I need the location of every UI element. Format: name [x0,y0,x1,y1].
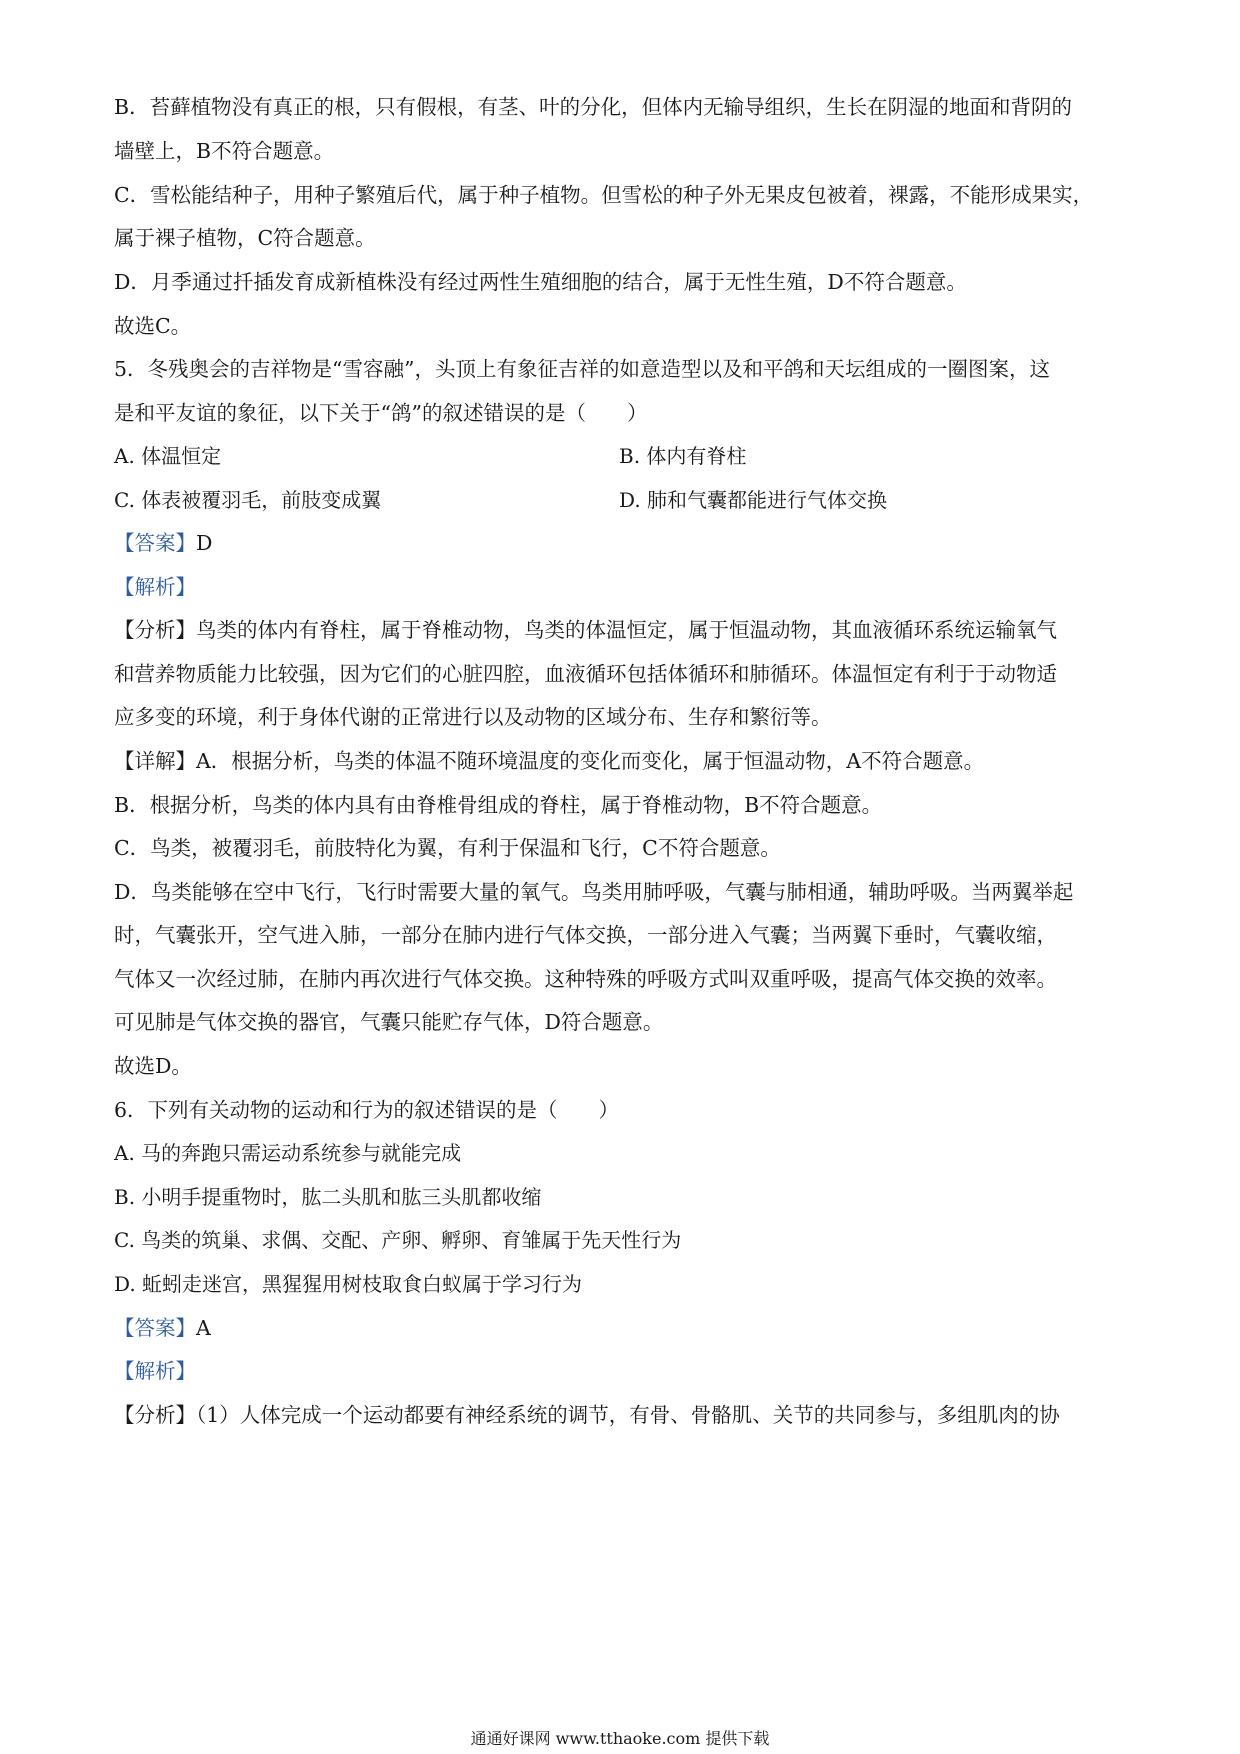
q5-detail-d-line2: 时，气囊张开，空气进入肺，一部分在肺内进行气体交换，一部分进入气囊；当两翼下垂时，气囊收缩， [114,923,1057,947]
answer-value: A [196,1316,211,1340]
q6-option-d: D. 蚯蚓走迷宫，黑猩猩用树枝取食白蚁属于学习行为 [114,1272,583,1296]
q6-answer [114,1313,211,1343]
q6-analysis-heading: 【解析】 [114,1359,196,1383]
q6-option-b: B. 小明手提重物时，肱二头肌和肱三头肌都收缩 [114,1185,542,1209]
q4-option-b-explanation-line2: 墙壁上，B不符合题意。 [114,139,335,163]
q5-stem-line1: 5．冬残奥会的吉祥物是“雪容融”，头顶上有象征吉祥的如意造型以及和平鸽和天坛组成的一圈图案，这 [114,357,1051,381]
q4-option-b-explanation-line1: B．苔藓植物没有真正的根，只有假根，有茎、叶的分化，但体内无输导组织，生长在阴湿的地面和背阴的 [114,95,1073,119]
q6-stem: 6．下列有关动物的运动和行为的叙述错误的是（ ） [114,1098,620,1122]
q4-option-c-explanation-line1: C．雪松能结种子，用种子繁殖后代，属于种子植物。但雪松的种子外无果皮包被着，裸露，不能形成果实， [114,183,1094,207]
q5-analysis-heading: 【解析】 [114,575,196,599]
answer-value: D [196,531,213,555]
q4-conclusion: 故选C。 [114,314,192,338]
q4-option-d-explanation: D．月季通过扦插发育成新植株没有经过两性生殖细胞的结合，属于无性生殖，D不符合题意。 [114,270,967,294]
q5-fenxi-line2: 和营养物质能力比较强，因为它们的心脏四腔，血液循环包括体循环和肺循环。体温恒定有利于于动物适 [114,662,1057,686]
q5-conclusion: 故选D。 [114,1054,192,1078]
q5-fenxi-line3: 应多变的环境，利于身体代谢的正常进行以及动物的区域分布、生存和繁衍等。 [114,705,832,729]
detail-text: A．根据分析，鸟类的体温不随环境温度的变化而变化，属于恒温动物，A不符合题意。 [196,749,985,773]
q5-option-d: D. 肺和气囊都能进行气体交换 [619,488,888,512]
q5-detail-c: C．鸟类，被覆羽毛，前肢特化为翼，有利于保温和飞行，C不符合题意。 [114,836,781,860]
q5-option-a: A. 体温恒定 [114,444,222,468]
q5-detail-d-line3: 气体又一次经过肺，在肺内再次进行气体交换。这种特殊的呼吸方式叫双重呼吸，提高气体交换的效率。 [114,967,1057,991]
fenxi-tag: 【分析】 [114,618,196,642]
q6-option-a: A. 马的奔跑只需运动系统参与就能完成 [114,1141,462,1165]
q6-fenxi-line1 [114,1400,1060,1430]
q5-option-c: C. 体表被覆羽毛，前肢变成翼 [114,488,382,512]
fenxi-text: （1）人体完成一个运动都要有神经系统的调节，有骨、骨骼肌、关节的共同参与，多组肌肉的协 [196,1403,1060,1427]
q4-option-c-explanation-line2: 属于裸子植物，C符合题意。 [114,226,376,250]
fenxi-text: 鸟类的体内有脊柱，属于脊椎动物，鸟类的体温恒定，属于恒温动物，其血液循环系统运输氧气 [196,618,1057,642]
detail-tag: 【详解】 [114,749,196,773]
q5-detail-a [114,746,984,776]
q5-stem-line2: 是和平友谊的象征，以下关于“鸽”的叙述错误的是（ ） [114,401,648,425]
q5-detail-b: B．根据分析，鸟类的体内具有由脊椎骨组成的脊柱，属于脊椎动物，B不符合题意。 [114,793,883,817]
q5-fenxi-line1 [114,615,1057,645]
fenxi-tag: 【分析】 [114,1403,196,1427]
page-footer: 通通好课网 www.tthaoke.com 提供下载 [470,1729,770,1748]
answer-tag: 【答案】 [114,1316,196,1340]
q5-answer [114,528,212,558]
answer-tag: 【答案】 [114,531,196,555]
q5-detail-d-line1: D．鸟类能够在空中飞行，飞行时需要大量的氧气。鸟类用肺呼吸，气囊与肺相通，辅助呼吸。当两翼举起 [114,880,1074,904]
q5-detail-d-line4: 可见肺是气体交换的器官，气囊只能贮存气体，D符合题意。 [114,1010,664,1034]
q6-option-c: C. 鸟类的筑巢、求偶、交配、产卵、孵卵、育雏属于先天性行为 [114,1228,682,1252]
q5-option-b: B. 体内有脊柱 [619,444,747,468]
